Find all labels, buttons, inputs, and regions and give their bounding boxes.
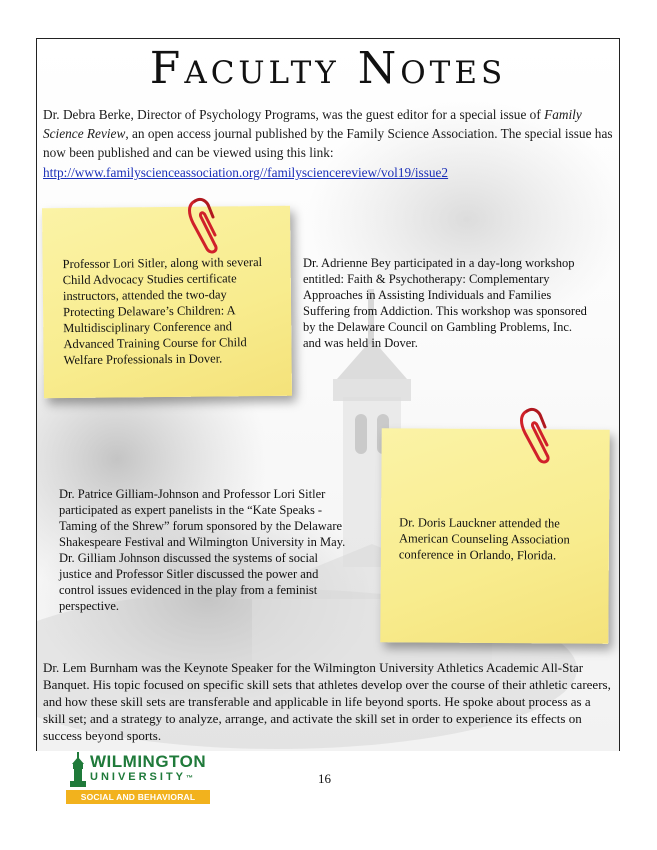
wilmington-logo	[60, 752, 220, 816]
journal-issue-link[interactable]: http://www.familyscienceassociation.org//familysciencereview/vol19/issue2	[43, 165, 449, 180]
paperclip-icon	[517, 403, 553, 465]
journal-title: Family Science Review	[43, 107, 582, 141]
page-title: Faculty Notes	[149, 43, 507, 94]
page-number: 16	[318, 771, 331, 786]
note-gilliam-text: Dr. Patrice Gilliam-Johnson and Professor Lori Sitler participated as expert panelists in the “Kate Speaks - Taming of the Shrew” forum sponsored by the Delaware Shakespeare Festival and Wilmington University in May. Dr. Gilliam Johnson discussed the systems of social justice and Professor Sitler discussed the power and control issues evidenced in the play from a feminist perspective.	[59, 487, 346, 613]
intro-text-after: , an open access journal published by the Family Science Association. The special issue has now been published and can be viewed using this link:	[43, 126, 613, 160]
intro-text-before: Dr. Debra Berke, Director of Psychology Programs, was the guest editor for a special issue of	[43, 107, 545, 122]
logo-trademark: ™	[186, 775, 194, 782]
logo-name: WILMINGTON	[90, 752, 207, 771]
note-bey-text: Dr. Adrienne Bey participated in a day-long workshop entitled: Faith & Psychotherapy: Complementary Approaches in Assisting Individuals and Families Suffering from Addiction. This workshop was sponsored by the Delaware Council on Gambling Problems, Inc. and was held in Dover.	[303, 256, 587, 350]
note-sitler-text: Professor Lori Sitler, along with several Child Advocacy Studies certificate instructors, attended the two-day Protecting Delaware’s Children: A Multidisciplinary Conference and Advanced Training Course for Child Welfare Professionals in Dover.	[62, 255, 263, 368]
logo-department-bar: SOCIAL AND BEHAVIORAL SCIENCES	[66, 790, 210, 804]
sticky-note-lauckner	[380, 428, 609, 644]
sticky-note-sitler	[42, 206, 292, 399]
note-lauckner-text: Dr. Doris Lauckner attended the American Counseling Association conference in Orlando, Florida.	[398, 515, 570, 563]
note-burnham-text: Dr. Lem Burnham was the Keynote Speaker for the Wilmington University Athletics Academic All-Star Banquet. His topic focused on specific skill sets that athletes develop over the course of their athletic careers, and how these skill sets are transferable and applicable in life beyond sports. He spoke about process as a skill set; and a strategy to analyze, arrange, and activate the skill set in order to experience its effects on success beyond sports.	[43, 660, 611, 743]
logo-sub	[90, 771, 193, 783]
page-frame	[36, 38, 620, 751]
logo-sub-text: UNIVERSITY	[90, 771, 187, 783]
tower-icon	[68, 752, 88, 788]
intro-paragraph	[43, 105, 613, 162]
paperclip-icon	[185, 193, 221, 255]
